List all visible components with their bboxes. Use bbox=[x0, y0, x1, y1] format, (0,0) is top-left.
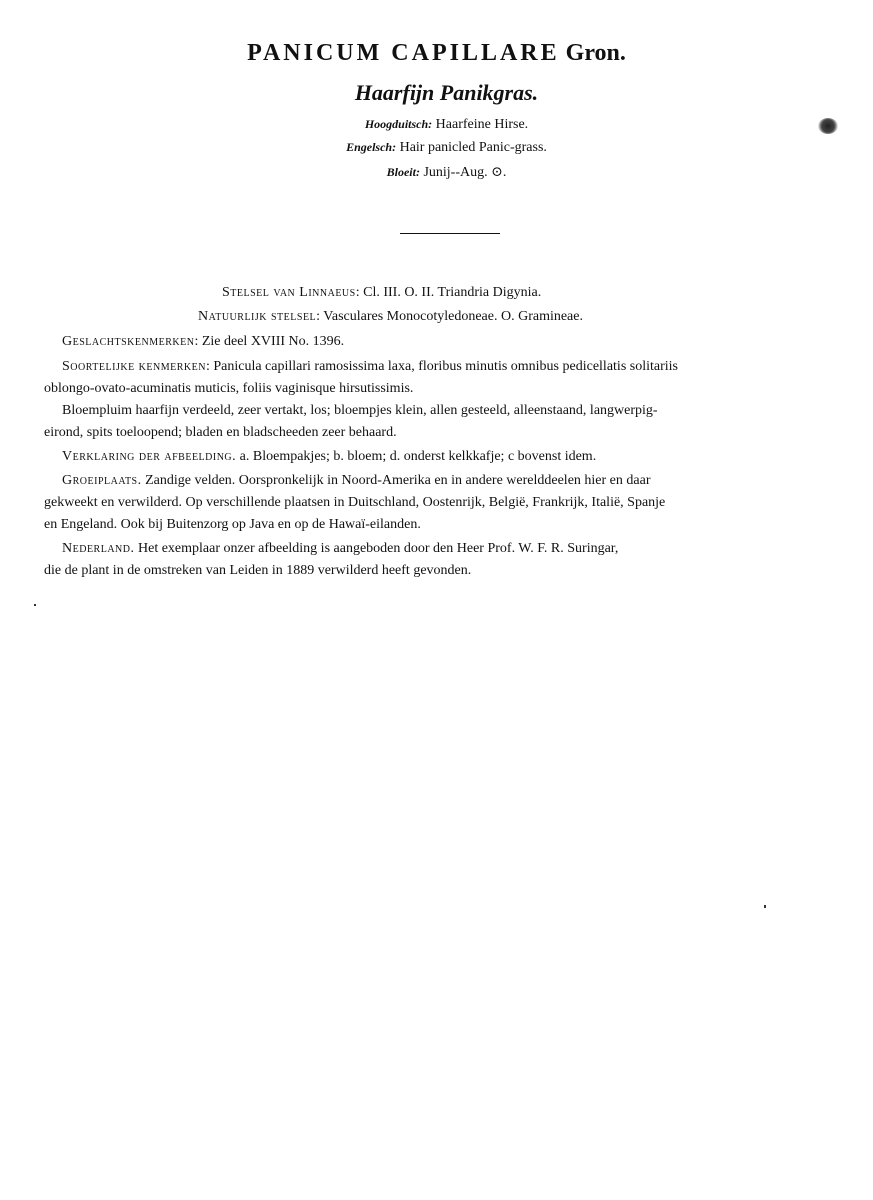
netherlands-line-1 bbox=[62, 541, 618, 557]
bloom-label: Bloeit: bbox=[386, 165, 420, 179]
netherlands-label: Nederland. bbox=[62, 541, 135, 556]
description-line-2: eirond, spits toeloopend; bladen en bladscheeden zeer behaard. bbox=[44, 425, 397, 440]
english-name-line bbox=[0, 140, 873, 156]
natural-system-value: : Vasculares Monocotyledoneae. O. Gramineae. bbox=[316, 309, 583, 324]
natural-system-line bbox=[198, 309, 583, 325]
figure-explanation-line bbox=[62, 449, 596, 465]
english-label: Engelsch: bbox=[346, 140, 397, 154]
linnaeus-system-line bbox=[222, 285, 541, 301]
genus-label: Geslachtskenmerken bbox=[62, 334, 195, 349]
genus-characters-line bbox=[62, 334, 344, 350]
species-characters-label: Soortelijke kenmerken bbox=[62, 359, 206, 374]
species-title bbox=[0, 40, 873, 67]
section-divider bbox=[400, 233, 500, 234]
netherlands-line-2: die de plant in de omstreken van Leiden in 1889 verwilderd heeft gevonden. bbox=[44, 563, 472, 578]
figure-explanation-label: Verklaring der afbeelding. bbox=[62, 449, 237, 464]
bloom-line bbox=[0, 164, 873, 181]
habitat-line-1 bbox=[62, 473, 650, 489]
species-characters-line-1 bbox=[62, 359, 678, 375]
netherlands-text-1: Het exemplaar onzer afbeelding is aangeboden door den Heer Prof. W. F. R. Suringar, bbox=[138, 541, 619, 556]
bloom-value: Junij--Aug. ⊙. bbox=[423, 165, 507, 180]
ink-speck bbox=[764, 905, 766, 908]
genus-value: : Zie deel XVIII No. 1396. bbox=[194, 334, 345, 349]
habitat-line-2: gekweekt en verwilderd. Op verschillende plaatsen in Duitschland, Oostenrijk, België, Frankrijk, Italië, Spanje bbox=[44, 495, 666, 510]
natural-system-label: Natuurlijk stelsel bbox=[198, 309, 317, 324]
linnaeus-value: : Cl. III. O. II. Triandria Digynia. bbox=[355, 285, 542, 300]
english-name: Hair panicled Panic-grass. bbox=[399, 140, 547, 155]
author-abbrev: Gron. bbox=[565, 40, 626, 66]
ink-speck bbox=[34, 604, 36, 606]
dutch-name: Haarfijn Panikgras. bbox=[354, 80, 539, 105]
habitat-text-1: Zandige velden. Oorspronkelijk in Noord-Amerika en in andere werelddeelen hier en daar bbox=[145, 473, 651, 488]
ink-smudge bbox=[818, 118, 838, 134]
german-name: Haarfeine Hirse. bbox=[435, 117, 529, 132]
figure-explanation-value: a. Bloempakjes; b. bloem; d. onderst kelkkafje; c bovenst idem. bbox=[239, 449, 597, 464]
species-characters-text-1: : Panicula capillari ramosissima laxa, floribus minutis omnibus pedicellatis solitariis bbox=[205, 359, 678, 374]
linnaeus-label: Stelsel van Linnaeus bbox=[222, 285, 356, 300]
habitat-label: Groeiplaats. bbox=[62, 473, 142, 488]
species-characters-line-2: oblongo-ovato-acuminatis muticis, foliis vaginisque hirsutissimis. bbox=[44, 381, 414, 396]
latin-name: PANICUM CAPILLARE bbox=[247, 40, 560, 66]
german-name-line bbox=[0, 117, 873, 133]
description-line-1: Bloempluim haarfijn verdeeld, zeer vertakt, los; bloempjes klein, allen gesteeld, alleenstaand, langwerpig- bbox=[62, 403, 658, 418]
habitat-line-3: en Engeland. Ook bij Buitenzorg op Java en op de Hawaï-eilanden. bbox=[44, 517, 421, 532]
german-label: Hoogduitsch: bbox=[364, 117, 433, 131]
